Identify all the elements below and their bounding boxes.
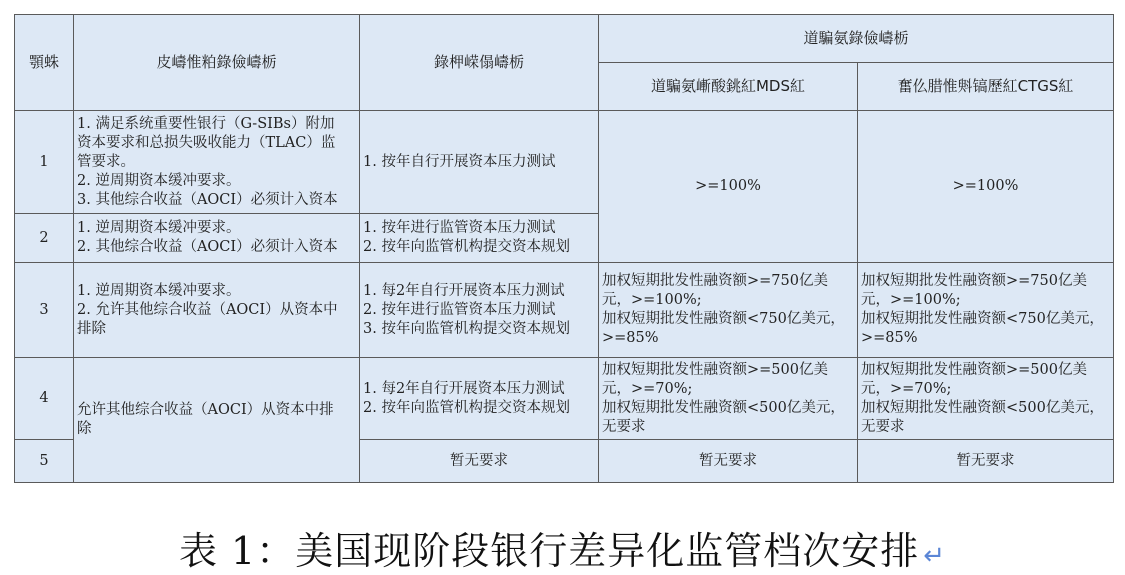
lcr-cell: >=100%: [599, 111, 858, 263]
capital-cell: 1. 逆周期资本缓冲要求。 2. 允许其他综合收益（AOCI）从资本中 排除: [74, 263, 360, 358]
stress-cell: 1. 每2年自行开展资本压力测试 2. 按年进行监管资本压力测试 3. 按年向监管机构提交资本规划: [360, 263, 599, 358]
capital-cell: 允许其他综合收益（AOCI）从资本中排 除: [74, 358, 360, 483]
header-nsfr: 奮仫腊惟斞镐歷紅CTGS紅: [858, 63, 1114, 111]
lcr-cell: 加权短期批发性融资额>=500亿美 元，>=70%; 加权短期批发性融资额<500亿美元， 无要求: [599, 358, 858, 440]
tier-cell: 5: [15, 440, 74, 483]
nsfr-cell: 加权短期批发性融资额>=750亿美 元，>=100%; 加权短期批发性融资额<750亿美元， >=85%: [858, 263, 1114, 358]
stress-cell: 1. 每2年自行开展资本压力测试 2. 按年向监管机构提交资本规划: [360, 358, 599, 440]
header-tier: 顎蛛: [15, 15, 74, 111]
regulation-table: [14, 14, 1114, 483]
table-row: [15, 111, 1114, 214]
nsfr-cell: 加权短期批发性融资额>=500亿美 元，>=70%; 加权短期批发性融资额<500亿美元， 无要求: [858, 358, 1114, 440]
lcr-cell: 暂无要求: [599, 440, 858, 483]
capital-cell: 1. 逆周期资本缓冲要求。 2. 其他综合收益（AOCI）必须计入资本: [74, 214, 360, 263]
stress-cell: 暂无要求: [360, 440, 599, 483]
nsfr-cell: >=100%: [858, 111, 1114, 263]
stress-cell: 1. 按年进行监管资本压力测试 2. 按年向监管机构提交资本规划: [360, 214, 599, 263]
header-lcr: 道騙氨嶃酸銚紅MDS紅: [599, 63, 858, 111]
table-row: [15, 358, 1114, 440]
tier-cell: 1: [15, 111, 74, 214]
stress-cell: 1. 按年自行开展资本压力测试: [360, 111, 599, 214]
header-liquidity: 道騙氨錄儉嶹栃: [599, 15, 1114, 63]
capital-cell: 1. 满足系统重要性银行（G-SIBs）附加 资本要求和总损失吸收能力（TLAC）监 管要求。 2. 逆周期资本缓冲要求。 3. 其他综合收益（AOCI）必须计入资本: [74, 111, 360, 214]
tier-cell: 3: [15, 263, 74, 358]
return-mark-icon: ↵: [923, 541, 947, 571]
header-stress: 錄柙嵘傝嶹栃: [360, 15, 599, 111]
table-caption: [0, 520, 1125, 575]
lcr-cell: 加权短期批发性融资额>=750亿美 元，>=100%; 加权短期批发性融资额<750亿美元， >=85%: [599, 263, 858, 358]
header-capital: 皮嶹惟粕錄儉嶹栃: [74, 15, 360, 111]
table-row: [15, 263, 1114, 358]
tier-cell: 2: [15, 214, 74, 263]
nsfr-cell: 暂无要求: [858, 440, 1114, 483]
caption-text: 表 1：美国现阶段银行差异化监管档次安排: [178, 529, 920, 573]
tier-cell: 4: [15, 358, 74, 440]
